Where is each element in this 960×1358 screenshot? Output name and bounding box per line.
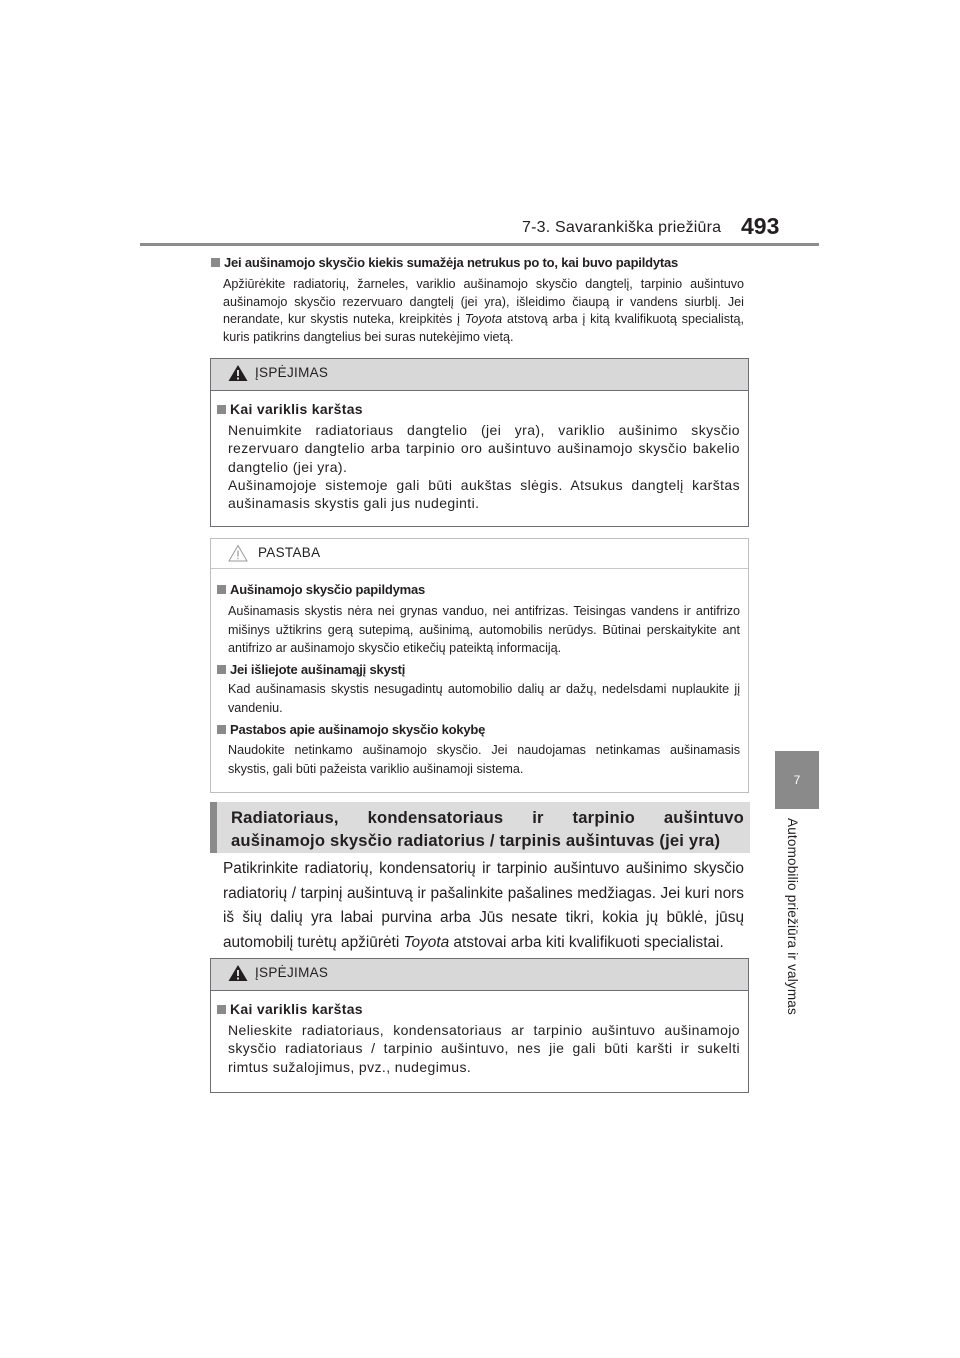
intro-brand: Toyota <box>464 312 503 327</box>
header-divider <box>140 243 819 246</box>
bullet-square-icon <box>217 1005 226 1014</box>
notice-item-heading-text: Aušinamojo skysčio papildymas <box>230 582 426 597</box>
notice-item-text: Naudokite netinkamo aušinamojo skysčio. Jei naudojamas netinkamas aušinamasis skystis, gali būti pažeista variklio aušinamoji sistema. <box>228 743 740 776</box>
warning-box-2-header <box>211 959 748 991</box>
notice-box-header <box>211 539 748 569</box>
bullet-square-icon <box>217 725 226 734</box>
notice-item-heading <box>217 722 485 737</box>
section-heading-bar <box>210 802 750 853</box>
section-heading: Radiatoriaus, kondensatoriaus ir tarpinio aušintuvo aušinamojo skysčio radiatorius / tarpinis aušintuvas (jei yra) <box>231 808 744 850</box>
section-body-brand: Toyota <box>403 933 450 951</box>
chapter-tab-label: Automobilio priežiūra ir valymas <box>785 818 800 1015</box>
notice-box-title: PASTABA <box>258 545 321 560</box>
warning-box-2 <box>210 958 749 1093</box>
section-body-text-before: Patikrinkite radiatorių, kondensatorių ir tarpinio aušintuvo aušinimo skysčio radiatorių / tarpinį aušintuvą ir pašalinkite pašalines medžiagas. Jei kuri nors iš šių dalių yra labai purvina arba Jūs nesate tikri, kokia jų būklė, jūsų automobilį turėtų apžiūrėti <box>223 860 744 951</box>
notice-item-heading <box>217 662 405 677</box>
warning-box-1-header <box>211 359 748 391</box>
page-number: 493 <box>741 213 780 239</box>
intro-text-before: Apžiūrėkite radiatorių, žarneles, variklio aušinamojo skysčio dangtelį, tarpinio aušintuvo aušinamojo skysčio rezervuaro dangtelį (jei yra), išleidimo čiaupą ir vandens siurblį. Jei nerandate, kur skystis nuteka, kreipkitės į <box>223 277 744 327</box>
warning-box-2-text: Nelieskite radiatoriaus, kondensatoriaus ar tarpinio aušintuvo aušinamojo skysčio radiatoriaus / tarpinio aušintuvo, nes jie gali būti karšti ir sukelti rimtus sužalojimus, pvz., nudegimus. <box>228 1022 740 1075</box>
warning-triangle-icon <box>228 964 248 982</box>
intro-heading <box>211 255 678 270</box>
section-title: 7-3. Savarankiška priežiūra <box>522 219 722 236</box>
warning-box-1 <box>210 358 749 527</box>
notice-item-heading <box>217 582 425 597</box>
notice-item-text: Aušinamasis skystis nėra nei grynas vanduo, nei antifrizas. Teisingas vandens ir antifrizo mišinys užtikrins gerą sutepimą, aušinimą, automobilis nerūdys. Būtinai perskaitykite ant antifrizo ar aušinamojo skysčio etikečių pateiktą informaciją. <box>228 604 740 655</box>
bullet-square-icon <box>217 405 226 414</box>
chapter-tab-number: 7 <box>775 751 819 809</box>
warning-box-1-text-2: Aušinamojoje sistemoje gali būti aukštas slėgis. Atsukus dangtelį karštas aušinamasis skystis gali jus nudeginti. <box>228 477 740 512</box>
intro-heading-text: Jei aušinamojo skysčio kiekis sumažėja netrukus po to, kai buvo papildytas <box>224 255 679 270</box>
caution-triangle-icon <box>228 544 248 562</box>
warning-box-1-subheading-text: Kai variklis karštas <box>230 401 363 417</box>
intro-paragraph <box>223 276 744 346</box>
section-body-paragraph <box>223 857 744 955</box>
notice-box <box>210 538 749 793</box>
warning-box-1-title: ĮSPĖJIMAS <box>255 365 329 380</box>
bullet-square-icon <box>211 258 220 267</box>
warning-box-1-subheading <box>217 401 363 417</box>
warning-box-2-subheading <box>217 1001 363 1017</box>
warning-box-2-subheading-text: Kai variklis karštas <box>230 1001 363 1017</box>
bullet-square-icon <box>217 585 226 594</box>
notice-item-heading-text: Jei išliejote aušinamąjį skystį <box>230 662 406 677</box>
notice-item-heading-text: Pastabos apie aušinamojo skysčio kokybę <box>230 722 486 737</box>
warning-box-2-title: ĮSPĖJIMAS <box>255 965 329 980</box>
warning-box-1-text: Nenuimkite radiatoriaus dangtelio (jei yra), variklio aušinimo skysčio rezervuaro dangtelio arba tarpinio oro aušintuvo aušinamojo skysčio bakelio dangtelio (jei yra). <box>228 422 740 475</box>
intro-text-after: atstovą arba į kitą kvalifikuotą specialistą, kuris patikrins dangtelius bei suras nutekėjimo vietą. <box>223 312 745 344</box>
notice-item-text: Kad aušinamasis skystis nesugadintų automobilio dalių ar dažų, nedelsdami nuplaukite jį vandeniu. <box>228 682 740 715</box>
bullet-square-icon <box>217 665 226 674</box>
warning-triangle-icon <box>228 364 248 382</box>
section-body-text-after: atstovai arba kiti kvalifikuoti specialistai. <box>449 933 724 951</box>
